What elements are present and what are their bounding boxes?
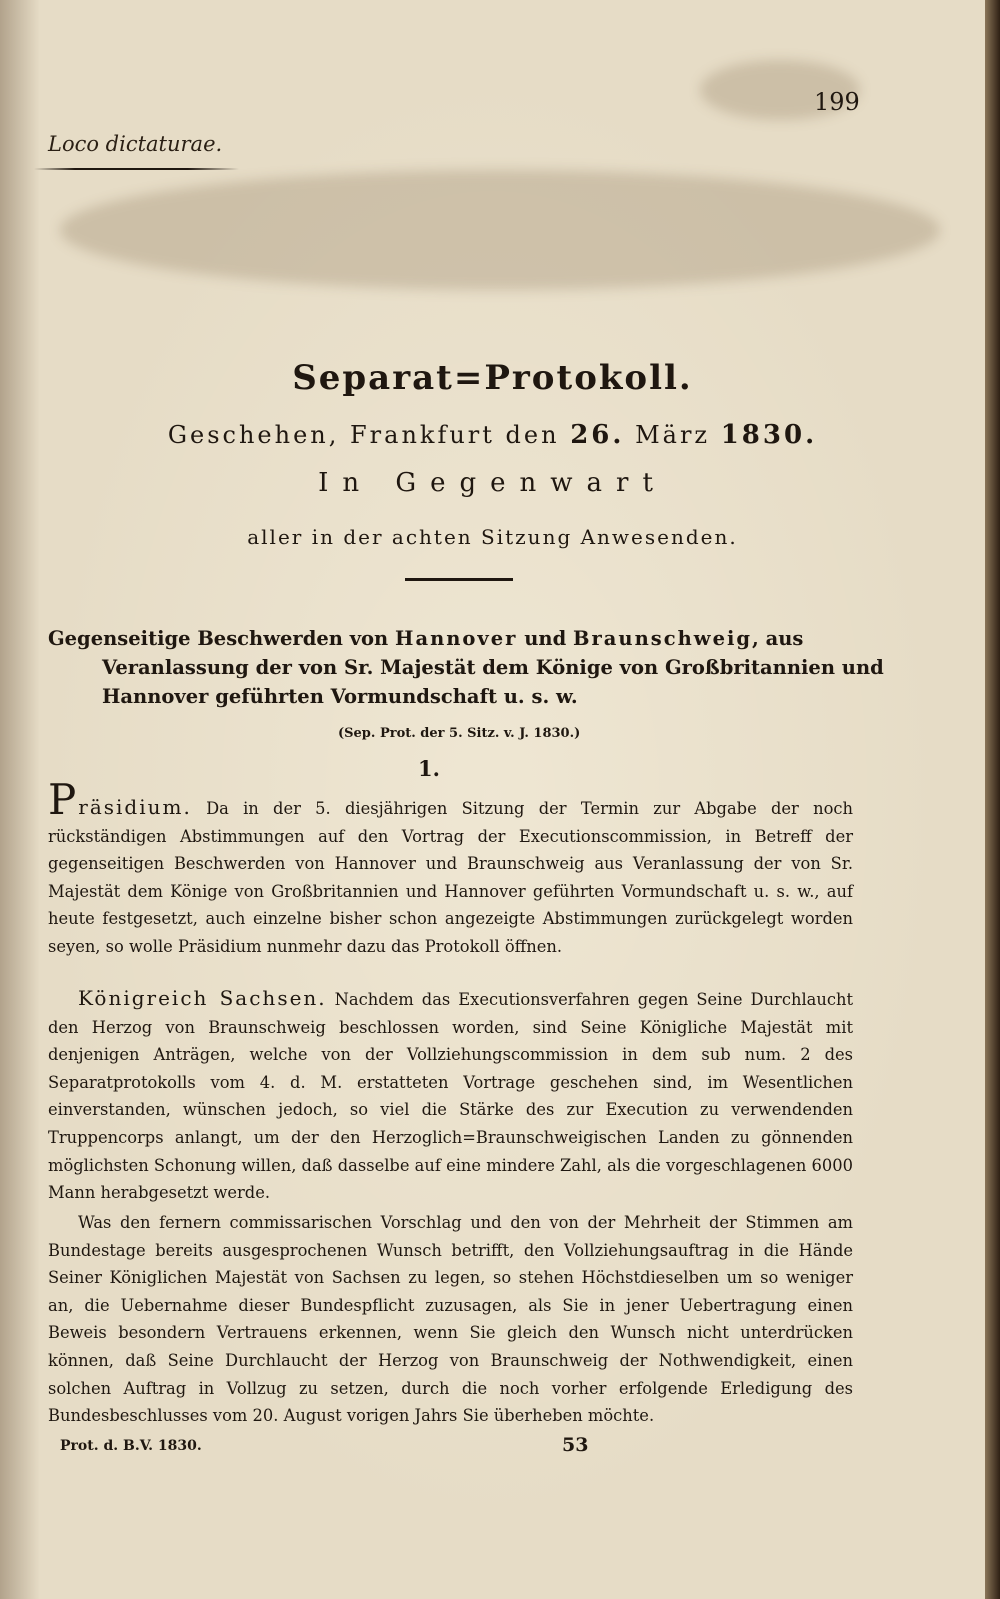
subject-text-3: , aus Veranlassung der von Sr. Majestät dem Könige von Großbritannien und Hannover geführten Vormundschaft u. s. w. [102, 627, 884, 708]
book-spine-edge [985, 0, 1000, 1599]
subject-text-1: Gegenseitige Beschwerden von [48, 627, 396, 650]
document-title: Separat=Protokoll. [292, 358, 693, 398]
section-divider [405, 578, 513, 581]
signature-number: 53 [562, 1434, 589, 1456]
footer-reference: Prot. d. B.V. 1830. [60, 1438, 202, 1454]
page-number: 199 [814, 88, 860, 116]
date-year: 1830. [720, 420, 818, 450]
date-prefix: Geschehen, Frankfurt den [167, 421, 560, 449]
subject-reference: (Sep. Prot. der 5. Sitz. v. J. 1830.) [338, 726, 581, 741]
paragraph-lead-word: räsidium. [78, 795, 192, 819]
section-number: 1. [418, 756, 440, 781]
bleed-through-stain [60, 170, 940, 290]
subject-heading [48, 624, 922, 711]
paragraph-lead [48, 775, 192, 824]
date-day: 26. [570, 420, 625, 450]
paragraph-text: Da in der 5. diesjährigen Sitzung der Termin zur Abgabe der noch rückständigen Abstimmungen auf den Vortrag der Executionscommission, in Betreff der gegenseitigen Beschwerden von Hannover und Braunschweig aus Veranlassung der von Sr. Majestät dem Könige von Großbritannien und Hannover geführten Vormundschaft u. s. w., auf heute festgesetzt, auch einzelne bisher schon angezeigte Abstimmungen zurückgelegt worden seyen, so wolle Präsidium nunmehr dazu das Protokoll öffnen. [48, 799, 853, 956]
subject-text-2: und [517, 627, 574, 650]
paragraph-vollziehung [48, 1209, 853, 1430]
drop-cap: P [48, 775, 79, 824]
date-month: März [635, 421, 711, 449]
presence-line: aller in der achten Sitzung Anwesenden. [247, 525, 738, 549]
paragraph-sachsen [48, 985, 853, 1207]
presence-heading: In Gegenwart [318, 468, 667, 498]
paragraph-text: Was den fernern commissarischen Vorschlag und den von der Mehrheit der Stimmen am Bundestage bereits ausgesprochenen Wunsch betrifft, den Vollziehungsauftrag in die Hände Seiner Königlichen Majestät von Sachsen zu legen, so stehen Höchstdieselben um so weniger an, die Uebernahme dieser Bundespflicht zuzusagen, als Sie in jener Uebertragung einen Beweis besondern Vertrauens erkennen, wenn Sie gleich den Wunsch nicht unterdrücken können, daß Seine Durchlaucht der Herzog von Braunschweig der Nothwendigkeit, einen solchen Auftrag in Vollzug zu setzen, durch die noch vorher erfolgende Erledigung des Bundesbeschlusses vom 20. August vorigen Jahrs Sie überheben möchte. [48, 1213, 853, 1426]
paragraph-praesidium [48, 775, 853, 961]
subject-braunschweig: Braunschweig [573, 627, 753, 650]
loco-dictaturae-note: Loco dictaturae. [48, 132, 223, 156]
session-date-line [0, 420, 985, 450]
subject-hannover: Hannover [395, 627, 518, 650]
paragraph-text: Nachdem das Executionsverfahren gegen Seine Durchlaucht den Herzog von Braunschweig beschlossen worden, sind Seine Königliche Majestät mit denjenigen Anträgen, welche von der Vollziehungscommission in dem sub num. 2 des Separatprotokolls vom 4. d. M. erstatteten Vortrage geschehen sind, im Wesentlichen einverstanden, wünschen jedoch, so viel die Stärke des zur Execution zu verwendenden Truppencorps anlangt, um der den Herzoglich=Braunschweigischen Landen zu gönnenden möglichsten Schonung willen, daß dasselbe auf eine mindere Zahl, als die vorgeschlagenen 6000 Mann herabgesetzt werde. [48, 990, 853, 1203]
header-rule [34, 168, 239, 170]
paragraph-lead: Königreich Sachsen. [78, 986, 327, 1010]
